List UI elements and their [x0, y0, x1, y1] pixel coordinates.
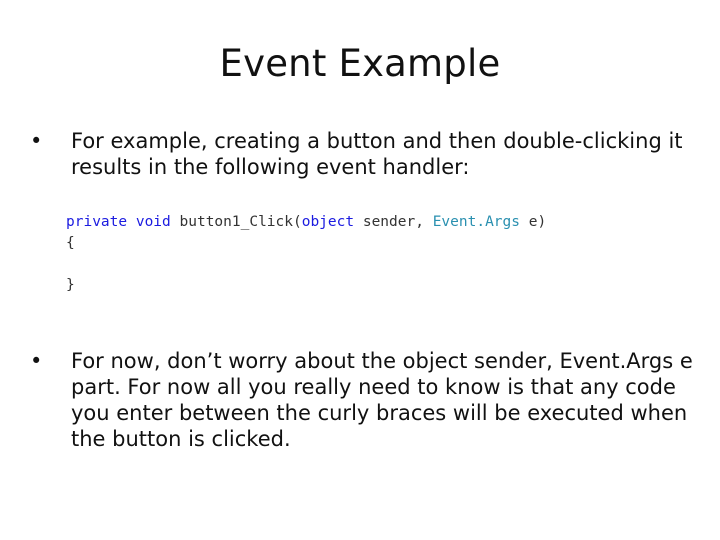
- code-keyword: private: [66, 214, 128, 230]
- bullet-marker: •: [30, 129, 43, 153]
- code-param: sender,: [354, 214, 433, 230]
- slide-title: Event Example: [219, 42, 501, 85]
- code-keyword: void: [135, 214, 171, 230]
- bullet-marker: •: [30, 349, 43, 373]
- code-line-open: [66, 233, 686, 254]
- code-open-brace: {: [66, 235, 75, 251]
- code-line-blank: [66, 254, 686, 275]
- code-type: Event.Args: [432, 214, 520, 230]
- code-method-name: button1_Click(: [179, 214, 302, 230]
- code-close-brace: }: [66, 277, 75, 293]
- code-keyword: object: [301, 214, 355, 230]
- code-param: e): [520, 214, 547, 230]
- bullet-text: For now, don’t worry about the object sender, Event.Args e part. For now all you really need to know is that any code you enter between the curly braces will be executed when the button is clicked.: [71, 349, 693, 451]
- code-line-signature: [66, 212, 686, 233]
- code-snippet: [66, 212, 686, 296]
- code-line-close: [66, 275, 686, 296]
- bullet-text: For example, creating a button and then double-clicking it results in the following event handler:: [71, 129, 683, 179]
